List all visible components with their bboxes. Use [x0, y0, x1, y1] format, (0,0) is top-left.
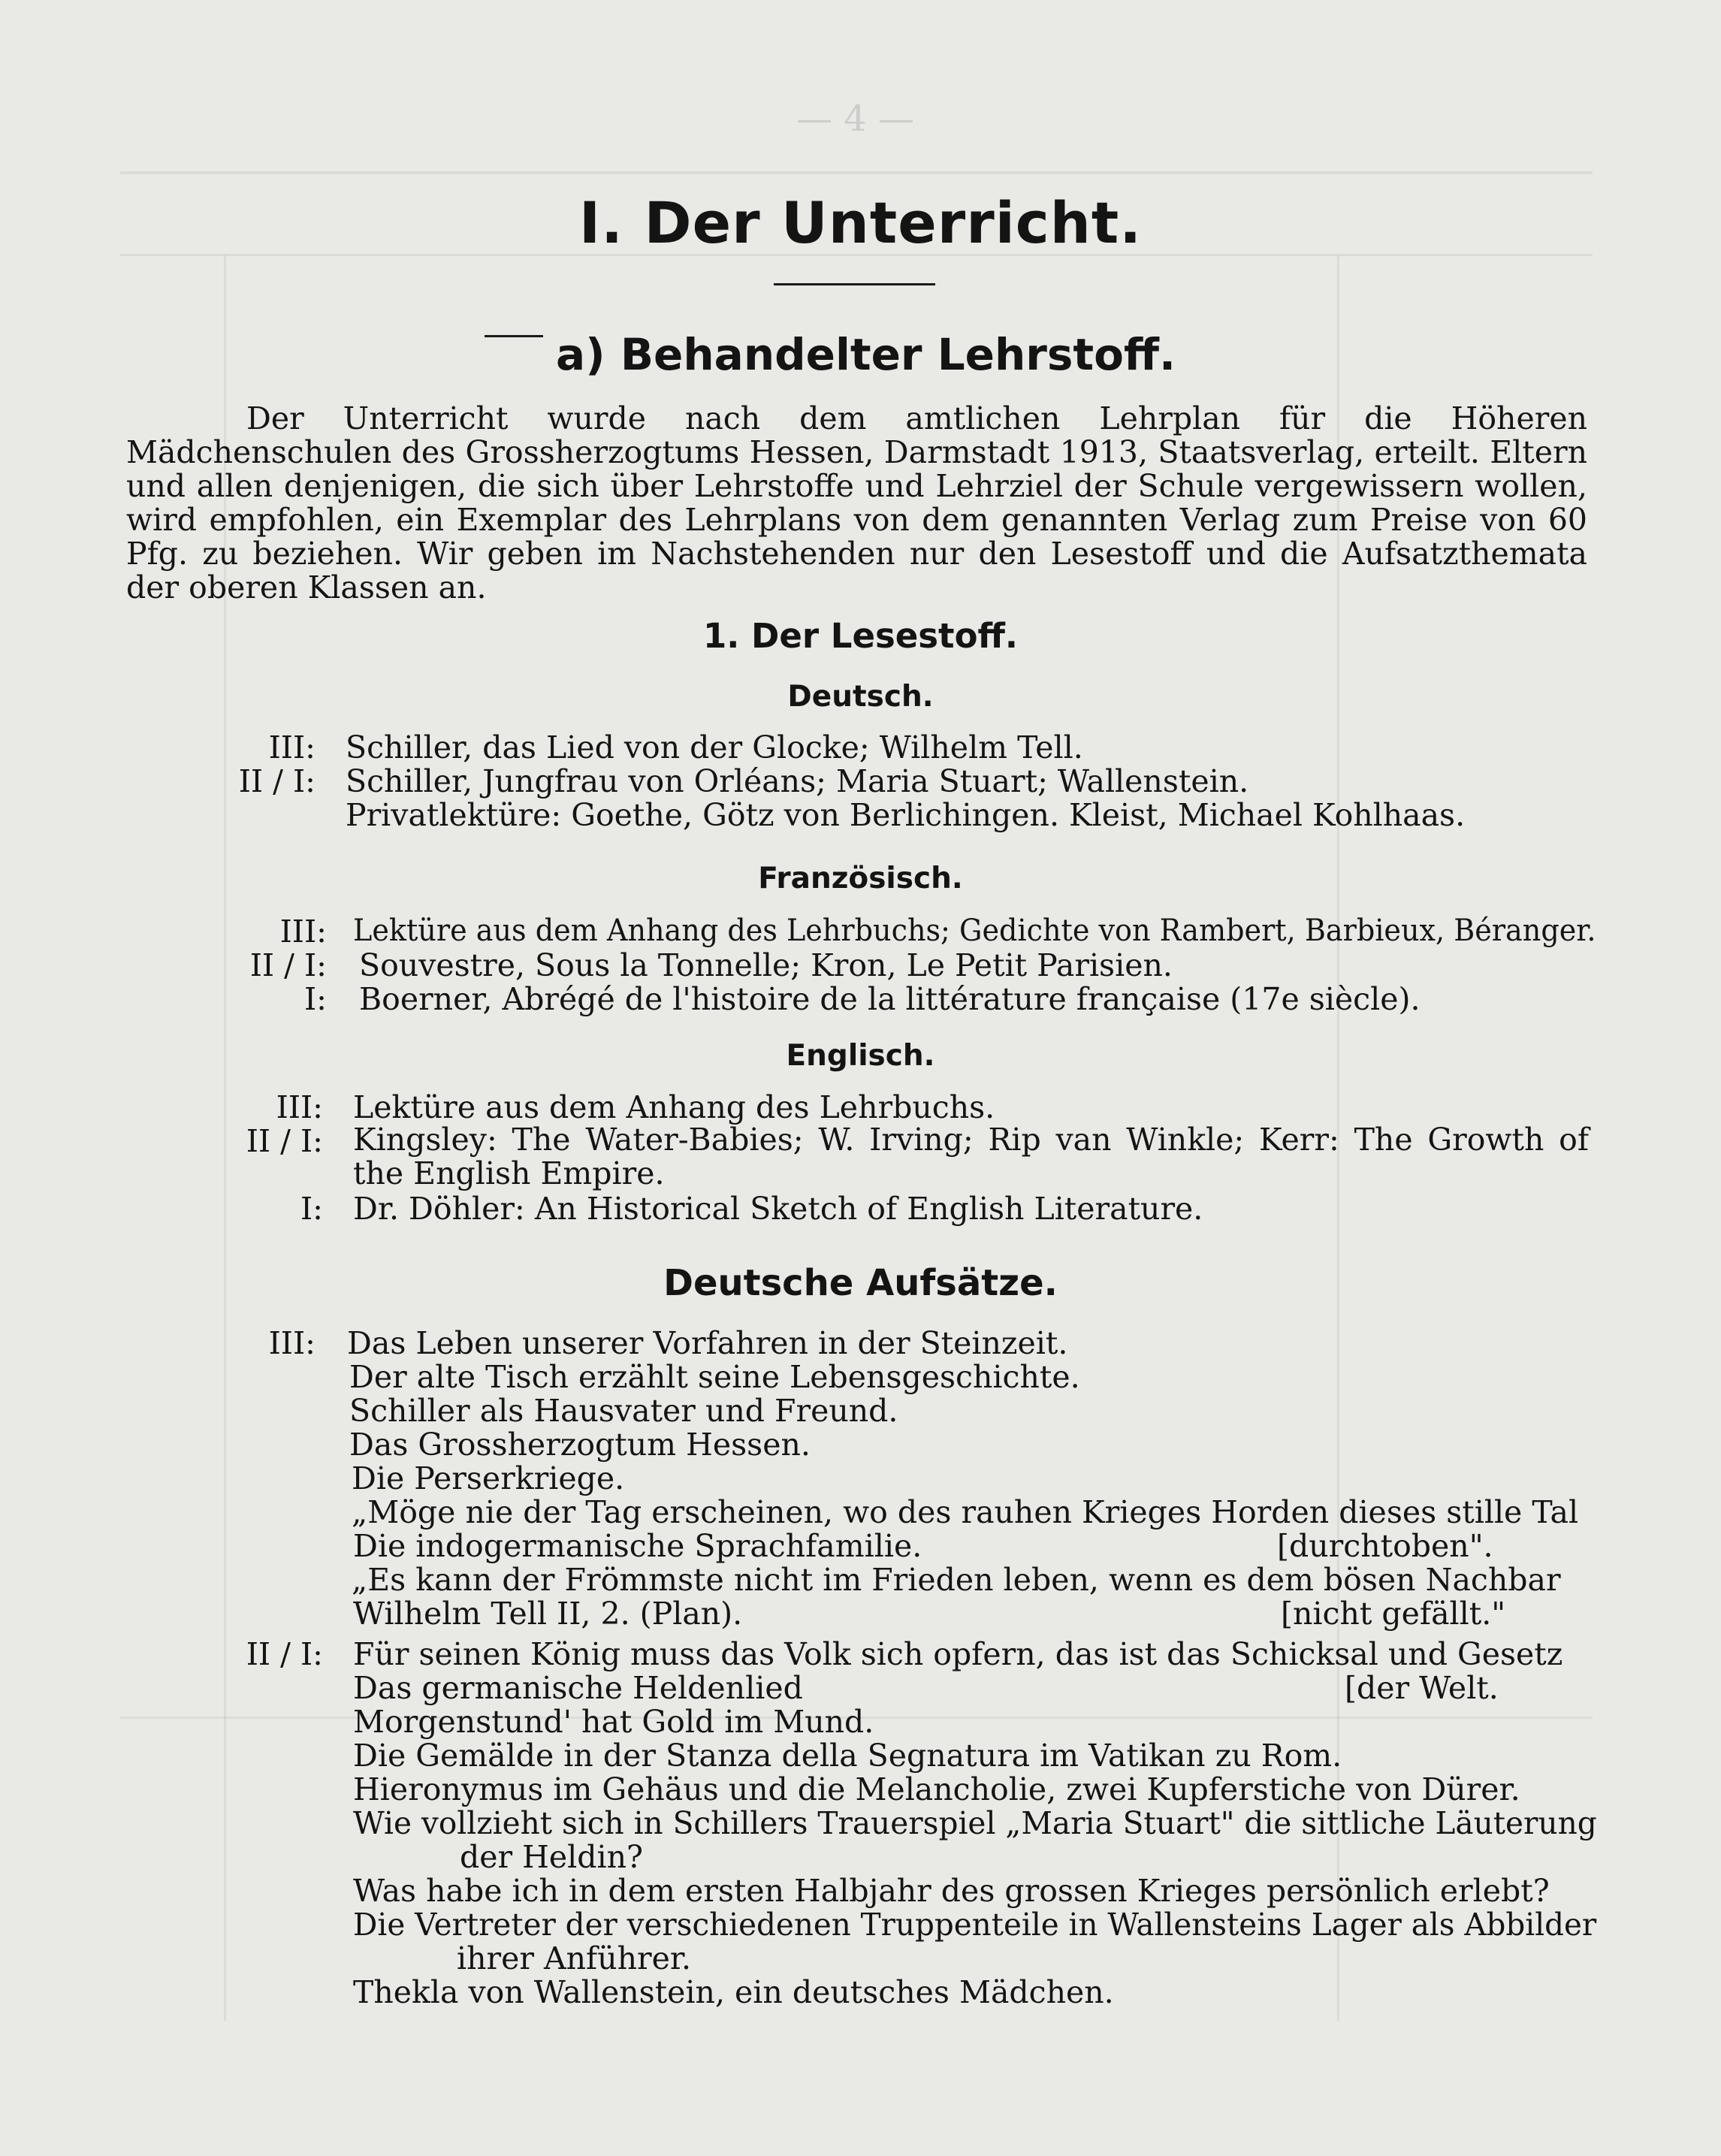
essay-topic: Die Gemälde in der Stanza della Segnatura im Vatikan zu Rom. [353, 1738, 1342, 1774]
title-divider [774, 283, 935, 285]
essay-topic: Die Perserkriege. [352, 1460, 625, 1496]
deutsch-heading: Deutsch. [787, 680, 934, 714]
essay-topic: Wilhelm Tell II, 2. (Plan). [353, 1596, 743, 1632]
class-label: II / I: [246, 1123, 323, 1159]
class-label: III: [268, 729, 316, 765]
page-number: — 4 — [796, 98, 915, 140]
englisch-heading: Englisch. [786, 1039, 935, 1073]
section-title: a) Behandelter Lehrstoff. [556, 329, 1176, 380]
class-label: II / I: [246, 1636, 323, 1672]
essay-topic: „Es kann der Frömmste nicht im Frieden leben, wenn es dem bösen Nachbar [352, 1562, 1561, 1598]
list-item: Lektüre aus dem Anhang des Lehrbuchs. [353, 1089, 995, 1125]
list-item: Privatlektüre: Goethe, Götz von Berlichingen. Kleist, Michael Kohlhaas. [346, 797, 1466, 833]
essay-topic: Der alte Tisch erzählt seine Lebensgeschichte. [349, 1359, 1080, 1395]
essay-topic: Das germanische Heldenlied [353, 1670, 803, 1706]
essay-topic: Was habe ich in dem ersten Halbjahr des grossen Krieges persönlich erlebt? [353, 1873, 1550, 1909]
essay-topic: Das Grossherzogtum Hessen. [349, 1427, 811, 1463]
essay-topic: Thekla von Wallenstein, ein deutsches Mädchen. [353, 1974, 1114, 2010]
list-item: Dr. Döhler: An Historical Sketch of English Literature. [353, 1191, 1203, 1227]
list-item: Schiller, das Lied von der Glocke; Wilhelm Tell. [346, 729, 1083, 765]
essay-topic: Wie vollzieht sich in Schillers Trauerspiel „Maria Stuart" die sittliche Läuterung [353, 1805, 1597, 1841]
essay-topic: der Heldin? [460, 1839, 644, 1875]
list-item: Kingsley: The Water-Babies; W. Irving; Rip van Winkle; Kerr: The Growth of the English Empire. [353, 1122, 1589, 1191]
essay-topic: Die indogermanische Sprachfamilie. [353, 1528, 922, 1564]
essay-topic-continuation: [nicht gefällt." [1281, 1596, 1506, 1632]
list-item: Lektüre aus dem Anhang des Lehrbuchs; Gedichte von Rambert, Barbieux, Béranger. [353, 913, 1596, 948]
essay-topic-continuation: [durchtoben". [1277, 1528, 1493, 1564]
franzoesisch-heading: Französisch. [758, 862, 963, 895]
section-divider [485, 335, 543, 337]
essay-topic: Schiller als Hausvater und Freund. [349, 1393, 898, 1429]
essay-topic: Die Vertreter der verschiedenen Truppenteile in Wallensteins Lager als Abbilder [353, 1907, 1597, 1943]
list-item: Souvestre, Sous la Tonnelle; Kron, Le Petit Parisien. [359, 947, 1173, 983]
intro-paragraph [126, 402, 1587, 605]
bleedthrough-rule [120, 171, 1593, 174]
list-item: Schiller, Jungfrau von Orléans; Maria Stuart; Wallenstein. [346, 763, 1249, 799]
lesestoff-heading: 1. Der Lesestoff. [702, 616, 1019, 656]
essay-topic: Für seinen König muss das Volk sich opfern, das ist das Schicksal und Gesetz [353, 1636, 1563, 1672]
essay-topic: „Möge nie der Tag erscheinen, wo des rauhen Krieges Horden dieses stille Tal [352, 1494, 1579, 1530]
essay-topic: Das Leben unserer Vorfahren in der Steinzeit. [347, 1325, 1068, 1361]
class-label: III: [279, 913, 327, 950]
essay-topic-continuation: [der Welt. [1345, 1670, 1499, 1706]
class-label: III: [276, 1089, 323, 1125]
essay-topic: Morgenstund' hat Gold im Mund. [353, 1704, 874, 1740]
class-label: I: [300, 1191, 323, 1227]
list-item: Boerner, Abrégé de l'histoire de la littérature française (17e siècle). [359, 981, 1421, 1017]
intro-text: Der Unterricht wurde nach dem amtlichen Lehrplan für die Höheren Mädchenschulen des Grossherzogtums Hessen, Darmstadt 1913, Staatsverlag, erteilt. Eltern und allen denjenigen, die sich über Lehrstoffe und Lehrziel der Schule vergewissern wollen, wird empfohlen, ein Exemplar des Lehrplans von dem genannten Verlag zum Preise von 60 Pfg. zu beziehen. Wir geben im Nachstehenden nur den Lesestoff und die Aufsatzthemata der oberen Klassen an. [126, 400, 1587, 605]
class-label: II / I: [238, 763, 316, 799]
chapter-title: I. Der Unterricht. [578, 189, 1143, 256]
class-label: II / I: [249, 947, 327, 983]
essay-topic: ihrer Anführer. [457, 1940, 692, 1976]
essay-topic: Hieronymus im Gehäus und die Melancholie, zwei Kupferstiche von Dürer. [353, 1771, 1520, 1807]
aufsaetze-heading: Deutsche Aufsätze. [663, 1262, 1058, 1304]
class-label: III: [268, 1325, 316, 1361]
class-label: I: [303, 981, 327, 1017]
